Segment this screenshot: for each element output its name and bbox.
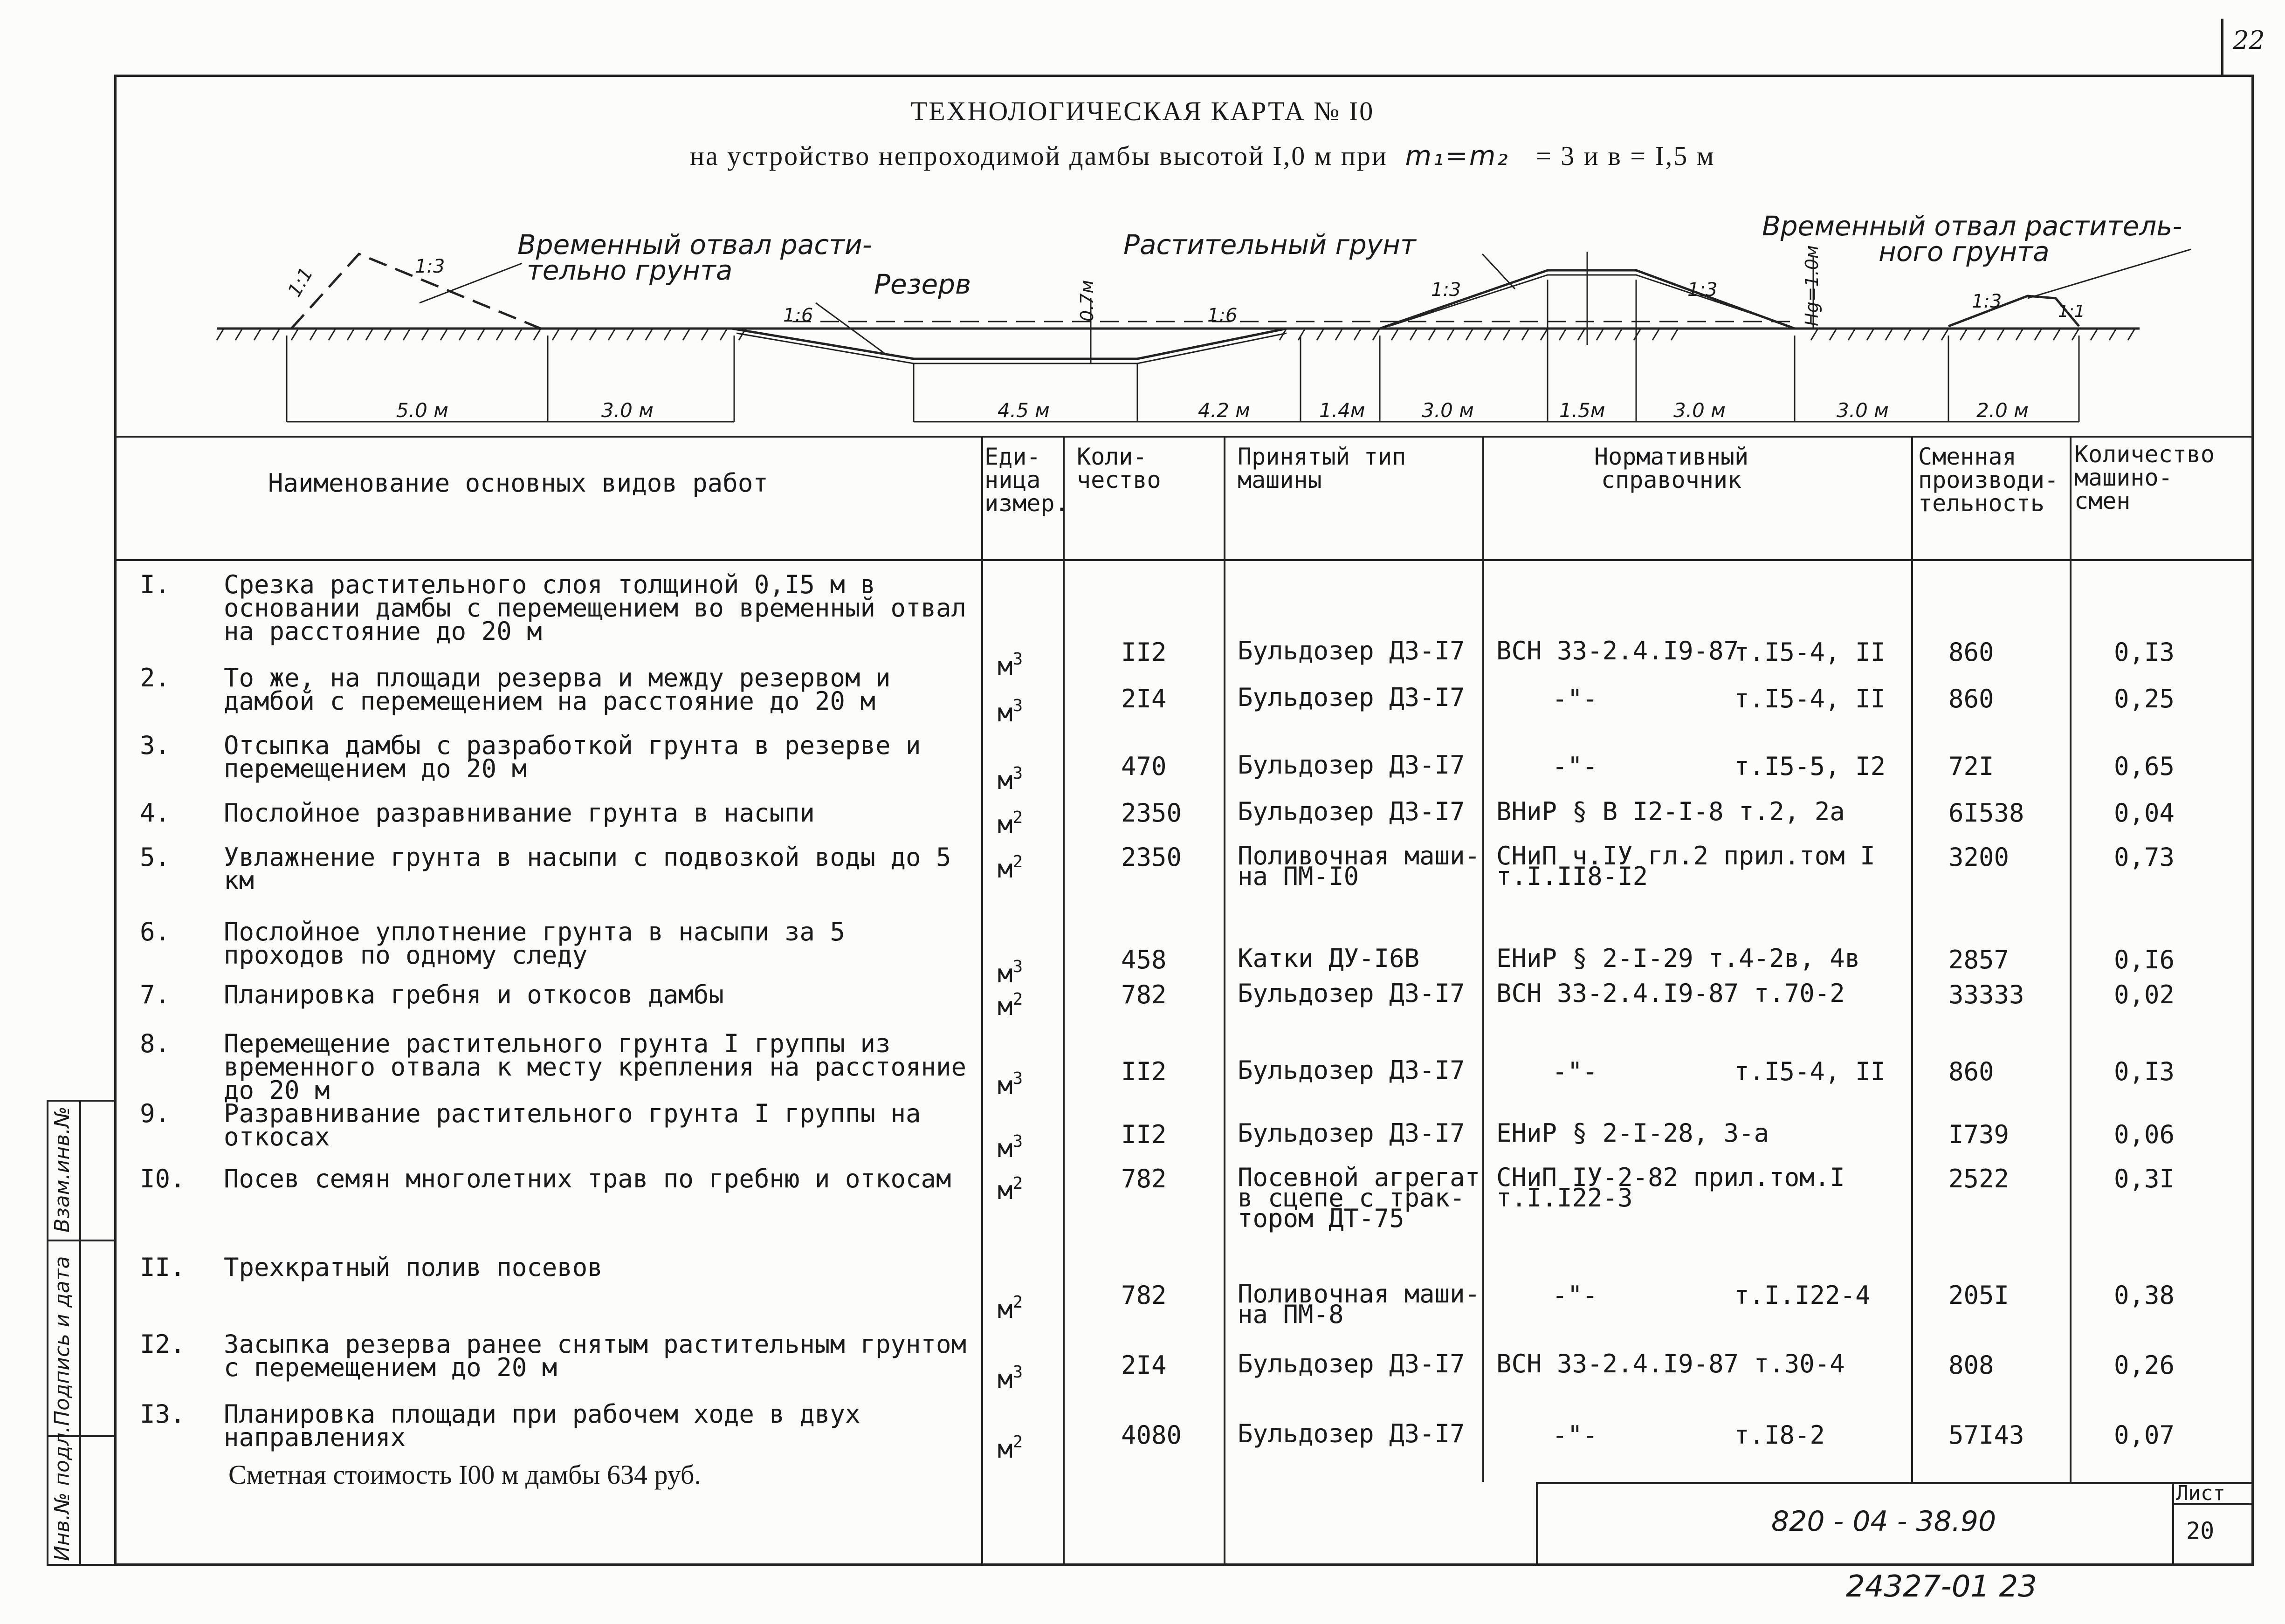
quantity: 782 [1121, 980, 1167, 1009]
reference-main: ВСН 33-2.4.I9-87 [1496, 636, 1739, 665]
col-divider-qty [1063, 436, 1065, 1566]
header-qty: Коли- чество [1077, 443, 1161, 493]
productivity: 205I [1948, 1281, 2010, 1310]
corner-page-number: 22 [2233, 26, 2265, 55]
reference-main: ЕНиР § 2-I-29 т.4-2в, 4в [1496, 944, 1860, 973]
machine-type: Бульдозер ДЗ-I7 [1238, 797, 1465, 826]
label-right-dump-2: ного грунта [1879, 236, 2050, 267]
reference-main: СНиП ч.IУ гл.2 прил.том I т.I.II8-I2 [1496, 841, 1875, 891]
unit [998, 806, 1023, 839]
label-right-dump-1: Временный отвал раститель- [1762, 210, 2182, 242]
machine-shifts: 0,02 [2114, 980, 2175, 1009]
unit [998, 1067, 1023, 1100]
machine-shifts: 0,26 [2114, 1350, 2175, 1380]
machine-shifts: 0,38 [2114, 1281, 2175, 1310]
table-top-line [114, 436, 2254, 438]
unit-base: м [998, 1134, 1013, 1163]
label-reserve: Резерв [874, 268, 971, 300]
productivity: 2857 [1948, 945, 2010, 974]
slope-left-1-1: 1:1 [283, 264, 317, 301]
unit-base: м [998, 854, 1013, 884]
slope-1-6-b: 1:6 [1207, 305, 1238, 326]
reference-table: т.I5-5, I2 [1734, 752, 1886, 781]
productivity: I739 [1948, 1120, 2010, 1149]
unit-power: 3 [1012, 957, 1023, 976]
unit [998, 694, 1023, 725]
unit-base: м [998, 810, 1013, 839]
dim-8: 3.0 м [1673, 399, 1726, 422]
unit-power: 3 [1012, 764, 1023, 783]
row-number: 5. [140, 843, 171, 872]
unit-power: 3 [1012, 1132, 1023, 1151]
reference-table: т.I5-4, II [1734, 1057, 1886, 1086]
row-number: 4. [140, 798, 171, 828]
work-name: Посев семян многолетних трав по гребню и откосам [224, 1164, 951, 1193]
row-number: 8. [140, 1029, 171, 1058]
reference-main: ВСН 33-2.4.I9-87 т.30-4 [1496, 1349, 1845, 1378]
unit-power: 2 [1012, 1293, 1023, 1312]
dim-4: 4.2 м [1198, 399, 1250, 422]
machine-type: Поливочная маши- на ПМ-8 [1238, 1279, 1480, 1329]
unit-base: м [998, 1071, 1013, 1100]
header-ref: Нормативный справочник [1594, 443, 1749, 493]
header-unit: Еди- ница измер. [984, 443, 1069, 517]
unit-power: 2 [1012, 990, 1023, 1009]
dim-3: 4.5 м [998, 399, 1050, 422]
reference-main: ВНиР § В I2-I-8 т.2, 2а [1496, 797, 1845, 826]
quantity: II2 [1121, 1057, 1167, 1086]
productivity: 72I [1948, 752, 1994, 781]
unit-power: 2 [1012, 1432, 1023, 1452]
subtitle-prefix: на устройство непроходимой дамбы высотой I,0 м при [690, 141, 1388, 171]
quantity: 2350 [1121, 843, 1182, 872]
work-name: Планировка площади при рабочем ходе в двух направлениях [224, 1399, 860, 1452]
depth-label: 0.7м [1077, 280, 1097, 322]
title-block-divider [2172, 1482, 2174, 1566]
machine-shifts: 0,73 [2114, 843, 2175, 872]
machine-shifts: 0,3I [2114, 1164, 2175, 1193]
dim-1: 5.0 м [396, 399, 448, 422]
quantity: 782 [1121, 1281, 1167, 1310]
slope-left-1-3: 1:3 [415, 256, 445, 277]
unit [998, 1172, 1023, 1205]
row-number: 9. [140, 1099, 171, 1128]
unit-base: м [998, 992, 1013, 1021]
document-title: ТЕХНОЛОГИЧЕСКАЯ КАРТА № I0 [910, 96, 1375, 126]
slope-dam-right: 1:3 [1687, 279, 1718, 301]
slope-dam-left: 1:3 [1431, 279, 1461, 301]
unit-base: м [998, 1434, 1013, 1464]
unit-power: 3 [1012, 650, 1023, 669]
machine-shifts: 0,I3 [2114, 1057, 2175, 1086]
unit-power: 3 [1012, 696, 1023, 715]
productivity: 2522 [1948, 1164, 2010, 1193]
doc-code: 820 - 04 - 38.90 [1771, 1505, 1996, 1538]
quantity: 458 [1121, 945, 1167, 974]
quantity: 2I4 [1121, 684, 1167, 713]
work-name: Засыпка резерва ранее снятым растительным грунтом с перемещением до 20 м [224, 1329, 967, 1382]
machine-type: Бульдозер ДЗ-I7 [1238, 1055, 1465, 1085]
col-divider-machine [1224, 436, 1225, 1566]
quantity: II2 [1121, 637, 1167, 667]
work-name: То же, на площади резерва и между резервом и дамбой с перемещением на расстояние до 20 м [224, 663, 891, 716]
col-divider-ref [1482, 436, 1484, 1482]
col-divider-prod [1911, 436, 1913, 1482]
reference-main: ВСН 33-2.4.I9-87 т.70-2 [1496, 979, 1845, 1008]
machine-type: Бульдозер ДЗ-I7 [1238, 683, 1465, 712]
quantity: 470 [1121, 752, 1167, 781]
unit-base: м [998, 766, 1013, 795]
dim-6: 3.0 м [1422, 399, 1474, 422]
reserve-excavation [732, 329, 1287, 359]
machine-type: Посевной агрегат в сцепе с трак- тором ДТ-75 [1238, 1163, 1480, 1233]
productivity: 33333 [1948, 980, 2024, 1009]
side-stamp-sep-1 [47, 1240, 117, 1241]
unit-power: 3 [1012, 1363, 1023, 1382]
reference-ditto: -"- [1552, 1281, 1598, 1310]
row-number: 3. [140, 731, 171, 760]
unit-base: м [998, 651, 1013, 681]
machine-shifts: 0,I6 [2114, 945, 2175, 974]
dim-9: 3.0 м [1837, 399, 1889, 422]
reference-ditto: -"- [1552, 752, 1598, 781]
quantity: 782 [1121, 1164, 1167, 1193]
work-name: Разравнивание растительного грунта I группы на откосах [224, 1099, 921, 1151]
label-left-dump-2: тельно грунта [527, 254, 733, 286]
work-name: Трехкратный полив посевов [224, 1253, 603, 1282]
row-number: II. [140, 1253, 186, 1282]
machine-type: Поливочная маши- на ПМ-I0 [1238, 841, 1480, 891]
subtitle-formula: m₁=m₂ [1405, 140, 1509, 171]
machine-type: Бульдозер ДЗ-I7 [1238, 750, 1465, 780]
sheet-number: 20 [2186, 1517, 2215, 1544]
dim-10: 2.0 м [1976, 399, 2029, 422]
unit-base: м [998, 1364, 1013, 1394]
dam-cross-section [0, 0, 2285, 438]
reference-table: т.I.I22-4 [1734, 1281, 1871, 1310]
subtitle-suffix: = 3 и в = I,5 м [1536, 141, 1715, 171]
col-divider-shifts [2070, 436, 2072, 1482]
reference-ditto: -"- [1552, 1420, 1598, 1450]
slope-1-6-a: 1:6 [783, 305, 813, 326]
work-name: Послойное разравнивание грунта в насыпи [224, 798, 815, 828]
header-shifts: Количество машино- смен [2074, 441, 2215, 514]
work-name: Срезка растительного слоя толщиной 0,I5 м в основании дамбы с перемещением во временный отвал на расстояние до 20 м [224, 570, 967, 646]
unit-power: 2 [1012, 808, 1023, 827]
machine-shifts: 0,04 [2114, 798, 2175, 828]
machine-shifts: 0,07 [2114, 1420, 2175, 1450]
row-number: I0. [140, 1164, 186, 1193]
reference-table: т.I8-2 [1734, 1420, 1825, 1450]
dim-5: 1.4м [1319, 399, 1365, 422]
side-stamp-divider [79, 1100, 81, 1566]
reference-main: СНиП IУ-2-82 прил.том.I т.I.I22-3 [1496, 1163, 1845, 1213]
dim-2: 3.0 м [601, 399, 654, 422]
machine-type: Бульдозер ДЗ-I7 [1238, 1419, 1465, 1448]
productivity: 3200 [1948, 843, 2010, 872]
table-header-line [114, 559, 2254, 561]
row-number: I2. [140, 1329, 186, 1359]
reference-ditto: -"- [1552, 684, 1598, 713]
machine-type: Катки ДУ-I6В [1238, 944, 1420, 973]
machine-shifts: 0,65 [2114, 752, 2175, 781]
row-number: I. [140, 570, 171, 599]
work-name: Планировка гребня и откосов дамбы [224, 980, 724, 1009]
unit-base: м [998, 1295, 1013, 1324]
col-divider-unit [981, 436, 983, 1566]
machine-type: Бульдозер ДЗ-I7 [1238, 1349, 1465, 1378]
bottom-code: 24327-01 23 [1846, 1569, 2037, 1604]
label-left-dump-1: Временный отвал расти- [517, 229, 872, 260]
productivity: 6I538 [1948, 798, 2024, 828]
productivity: 860 [1948, 1057, 1994, 1086]
header-machine: Принятый тип машины [1238, 443, 1406, 493]
work-name: Послойное уплотнение грунта в насыпи за 5 проходов по одному следу [224, 917, 845, 970]
row-number: 7. [140, 980, 171, 1009]
row-number: 6. [140, 917, 171, 946]
machine-shifts: 0,I3 [2114, 637, 2175, 667]
side-label-inv: Инв.№ подл. [50, 1426, 74, 1561]
reference-table: т.I5-4, II [1734, 684, 1886, 713]
work-name: Перемещение растительного грунта I группы из временного отвала к месту крепления на расстояние до 20 м [224, 1029, 967, 1105]
unit [998, 850, 1023, 884]
productivity: 860 [1948, 684, 1994, 713]
unit [998, 648, 1023, 681]
unit-base: м [998, 1176, 1013, 1205]
unit [998, 1361, 1023, 1394]
slope-right-1-3: 1:3 [1972, 291, 2002, 312]
unit-power: 2 [1012, 852, 1023, 871]
dim-7: 1.5м [1559, 399, 1605, 422]
quantity: 2I4 [1121, 1350, 1167, 1380]
productivity: 808 [1948, 1350, 1994, 1380]
machine-type: Бульдозер ДЗ-I7 [1238, 979, 1465, 1008]
work-name: Увлажнение грунта в насыпи с подвозкой воды до 5 км [224, 843, 951, 895]
unit-power: 3 [1012, 1069, 1023, 1088]
productivity: 860 [1948, 637, 1994, 667]
slope-right-1-1: 1:1 [2058, 302, 2085, 321]
unit-power: 2 [1012, 1174, 1023, 1193]
header-name: Наименование основных видов работ [268, 468, 768, 498]
cost-note: Сметная стоимость I00 м дамбы 634 руб. [228, 1460, 701, 1490]
quantity: II2 [1121, 1120, 1167, 1149]
work-name: Отсыпка дамбы с разработкой грунта в резерве и перемещением до 20 м [224, 731, 921, 783]
unit-base: м [998, 959, 1013, 988]
machine-type: Бульдозер ДЗ-I7 [1238, 1118, 1465, 1148]
machine-type: Бульдозер ДЗ-I7 [1238, 636, 1465, 665]
unit [998, 1291, 1023, 1324]
unit [998, 988, 1023, 1021]
reference-main: ЕНиР § 2-I-28, 3-а [1496, 1118, 1769, 1148]
quantity: 4080 [1121, 1420, 1182, 1450]
machine-shifts: 0,25 [2114, 684, 2175, 713]
side-label-signature: Подпись и дата [50, 1256, 74, 1426]
row-number: I3. [140, 1399, 186, 1429]
header-prod: Сменная производи- тельность [1918, 443, 2059, 517]
machine-shifts: 0,06 [2114, 1120, 2175, 1149]
reference-ditto: -"- [1552, 1057, 1598, 1086]
unit [998, 955, 1023, 986]
unit-base: м [998, 698, 1013, 727]
productivity: 57I43 [1948, 1420, 2024, 1450]
unit [998, 762, 1023, 795]
side-label-replace: Взам.инв.№ [50, 1106, 74, 1233]
row-number: 2. [140, 663, 171, 692]
height-label: Hg=1.0м [1802, 245, 1822, 326]
ground-hatch [217, 329, 2135, 340]
unit [998, 1130, 1023, 1163]
sheet-label: Лист [2176, 1481, 2225, 1505]
quantity: 2350 [1121, 798, 1182, 828]
reference-table: т.I5-4, II [1734, 637, 1886, 667]
unit [998, 1431, 1023, 1464]
label-topsoil: Растительный грунт [1123, 229, 1416, 260]
